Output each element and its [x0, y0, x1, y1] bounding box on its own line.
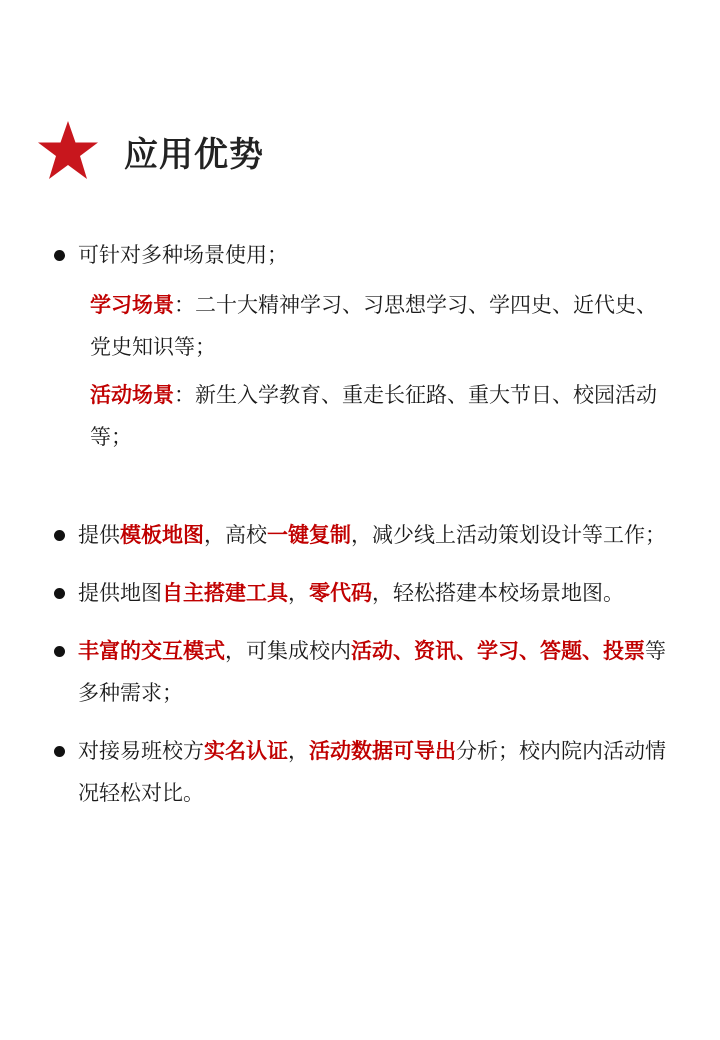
- item-highlight: 实名认证: [204, 739, 288, 763]
- item-text: 分析；校内院内活动情况轻松对比。: [78, 739, 666, 805]
- sub-item-study: [90, 284, 672, 368]
- item-highlight: 模板地图: [120, 523, 204, 547]
- star-icon: [36, 119, 100, 183]
- item-text: ，高校: [204, 523, 267, 547]
- advantages-list: [52, 234, 672, 814]
- list-item-template: [52, 514, 672, 556]
- list-item-scenarios: [52, 234, 672, 276]
- item-highlight: 活动、资讯、学习、答题、投票: [351, 639, 645, 663]
- item-highlight: 丰富的交互模式: [78, 639, 225, 663]
- spacer: [52, 458, 672, 514]
- bullet-icon: [54, 530, 65, 541]
- item-text: ，可集成校内: [225, 639, 351, 663]
- sub-item-text: ：二十大精神学习、习思想学习、学四史、近代史、党史知识等；: [90, 293, 657, 359]
- item-text: 可针对多种场景使用；: [78, 243, 288, 267]
- sub-item-label: 活动场景: [90, 383, 174, 407]
- sub-item-text: ：新生入学教育、重走长征路、重大节日、校园活动等；: [90, 383, 657, 449]
- item-text: 等多种需求；: [78, 639, 666, 705]
- list-item-interaction: [52, 630, 672, 714]
- item-highlight: 零代码: [309, 581, 372, 605]
- bullet-icon: [54, 588, 65, 599]
- item-text: ，: [288, 581, 309, 605]
- item-text: ，: [288, 739, 309, 763]
- item-text: 提供地图: [78, 581, 162, 605]
- spacer: [52, 556, 672, 572]
- item-highlight: 一键复制: [267, 523, 351, 547]
- page-title: 应用优势: [124, 134, 264, 175]
- list-item-builder: [52, 572, 672, 614]
- item-text: ，轻松搭建本校场景地图。: [372, 581, 624, 605]
- item-text: 对接易班校方: [78, 739, 204, 763]
- item-highlight: 自主搭建工具: [162, 581, 288, 605]
- sub-item-label: 学习场景: [90, 293, 174, 317]
- list-item-yiban: [52, 730, 672, 814]
- title-row: [36, 118, 264, 184]
- spacer: [52, 714, 672, 730]
- bullet-icon: [54, 746, 65, 757]
- bullet-icon: [54, 646, 65, 657]
- spacer: [52, 614, 672, 630]
- bullet-icon: [54, 250, 65, 261]
- item-highlight: 活动数据可导出: [309, 739, 456, 763]
- sub-item-activity: [90, 374, 672, 458]
- item-text: ，减少线上活动策划设计等工作；: [351, 523, 666, 547]
- item-text: 提供: [78, 523, 120, 547]
